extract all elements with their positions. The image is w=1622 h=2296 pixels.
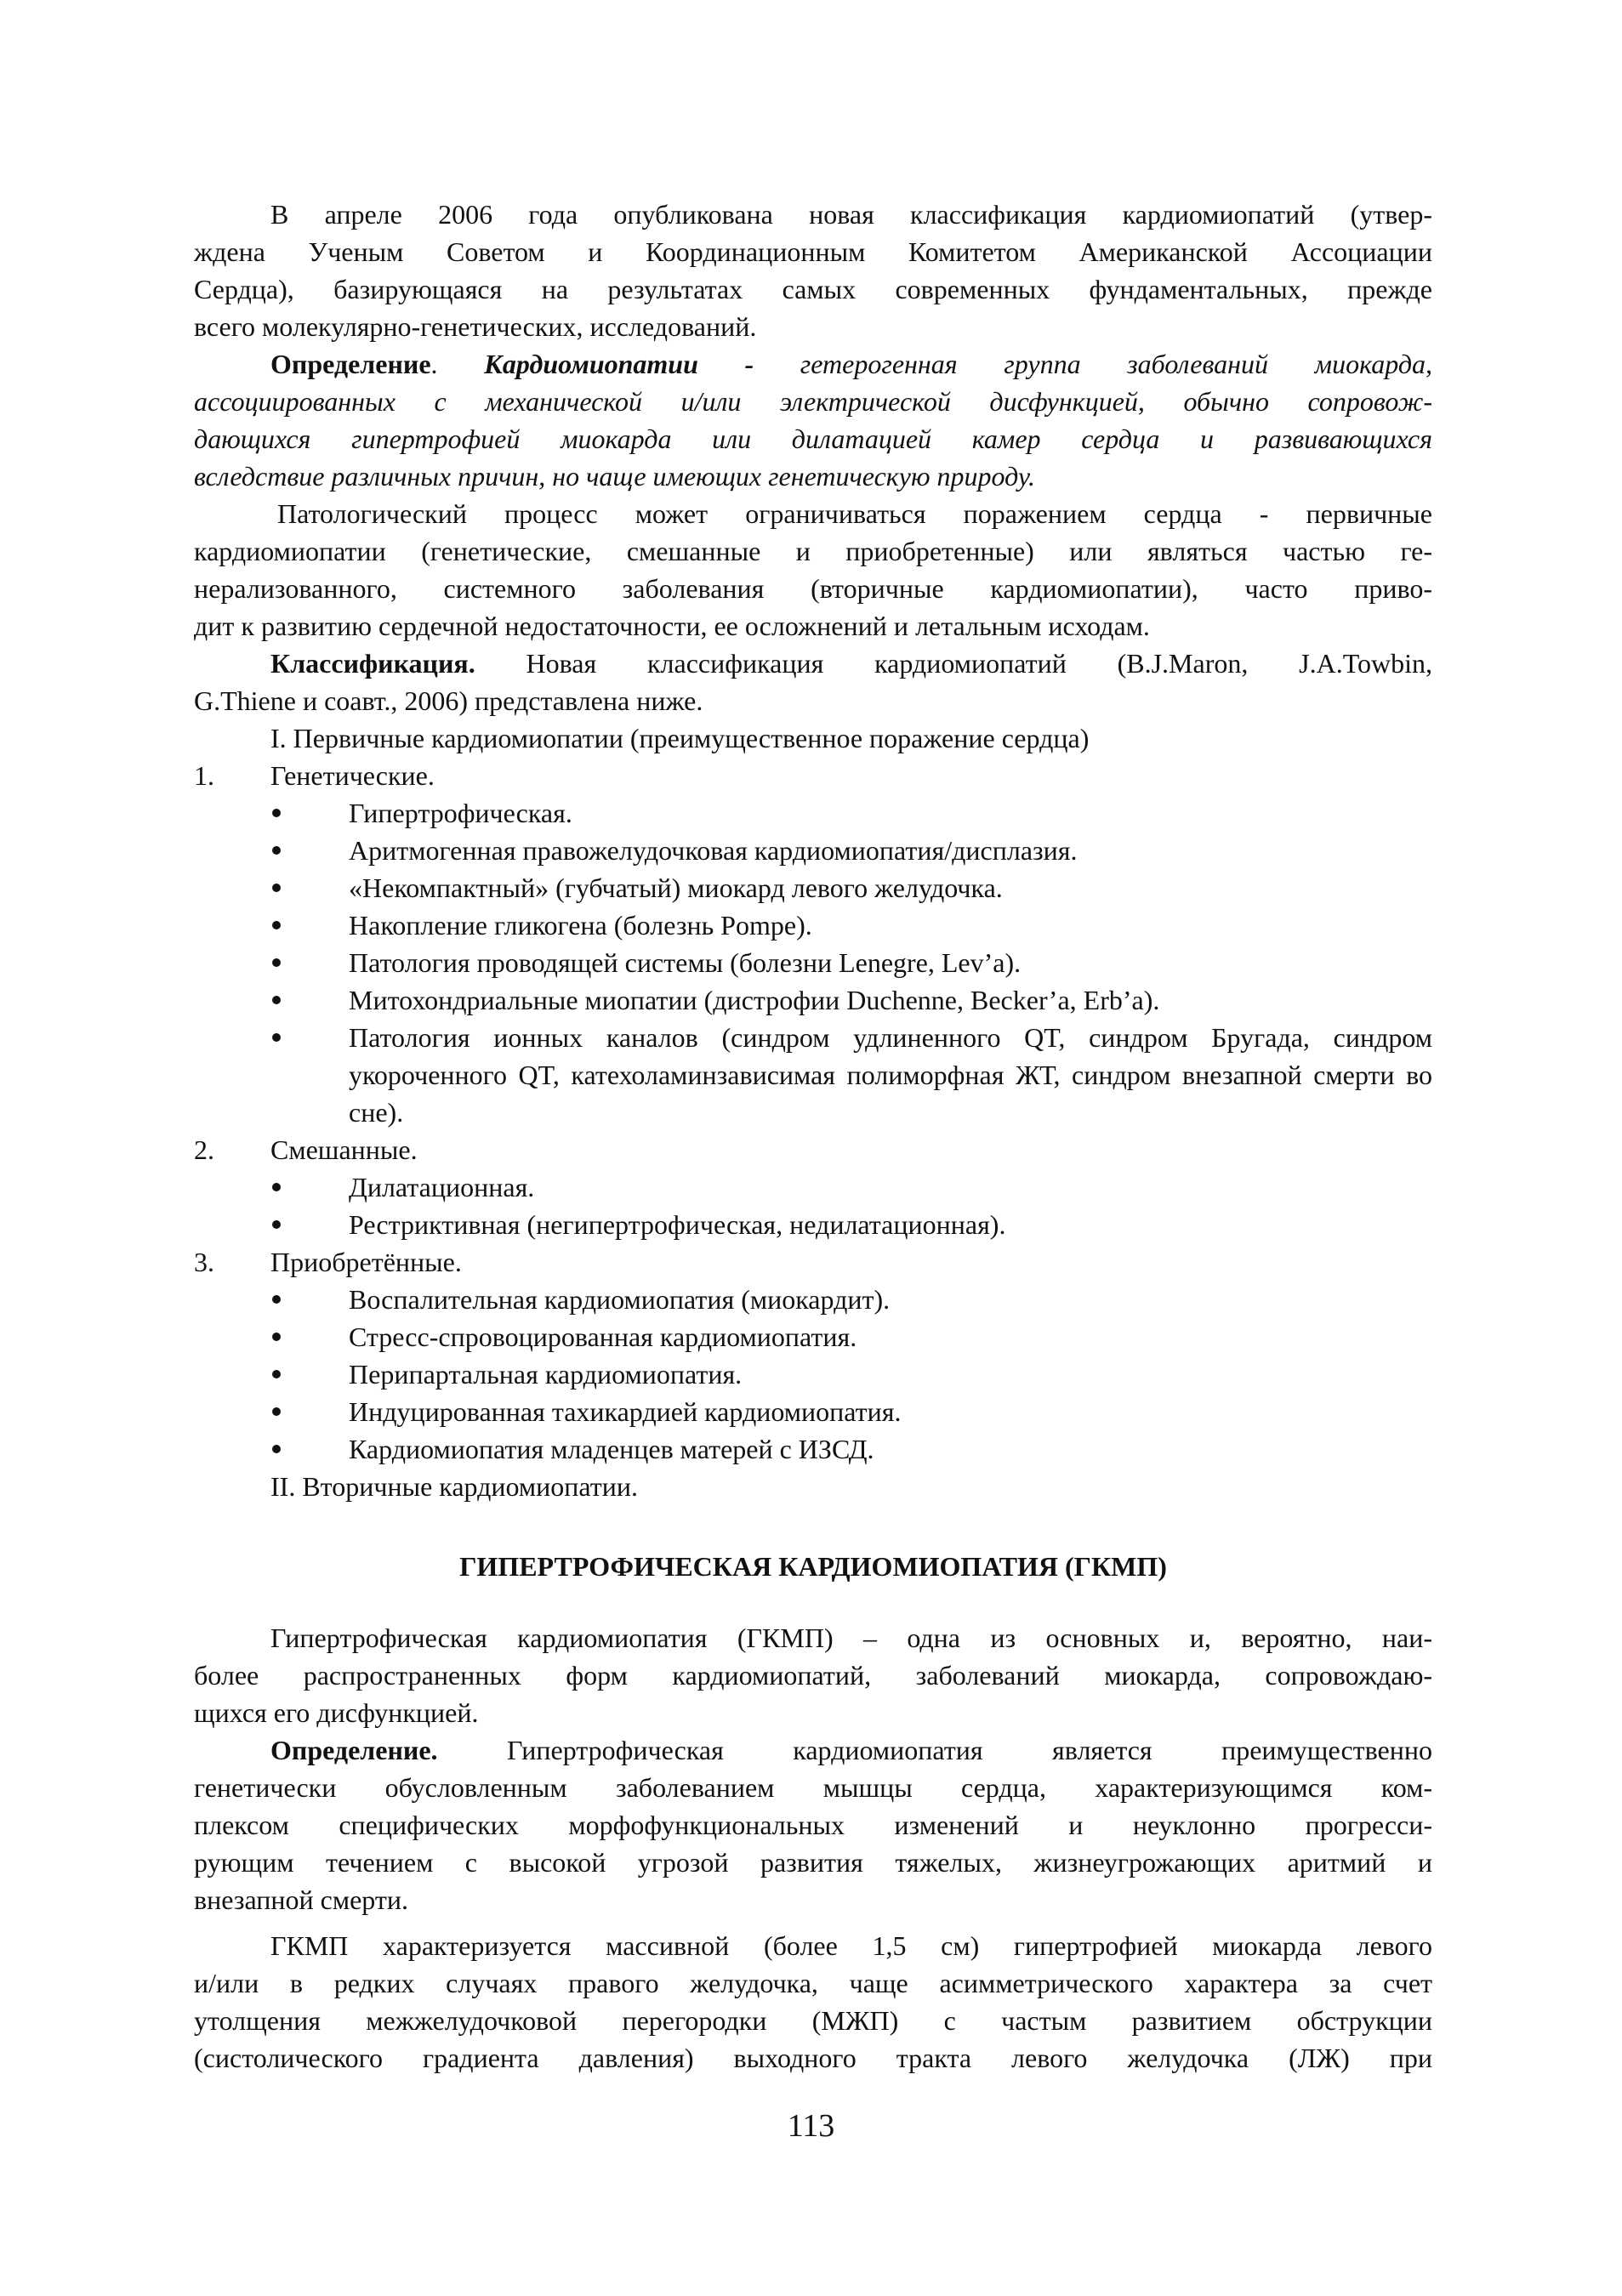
bullet-icon (272, 958, 281, 967)
list-item: Патология проводящей системы (болезни Lenegre, Lev’a). (349, 947, 1022, 978)
list-item: Кардиомиопатия младенцев матерей с ИЗСД. (349, 1434, 874, 1464)
text-line: Сердца), базирующаяся на результатах самых современных фундаментальных, прежде (194, 274, 1432, 304)
text-line: дающихся гипертрофией миокарда или дилатацией камер сердца и развивающихся (194, 423, 1432, 454)
text-line: утолщения межжелудочковой перегородки (МЖП) с частым развитием обструкции (194, 2005, 1432, 2036)
classification-label: Классификация. (270, 648, 475, 679)
bullet-icon (272, 1407, 281, 1416)
punctuation: . (430, 349, 485, 379)
primary-cardiomyopathies-title: I. Первичные кардиомиопатии (преимущественное поражение сердца) (270, 723, 1090, 753)
list-item: Рестриктивная (негипертрофическая, недилатационная). (349, 1209, 1006, 1240)
list-item: Перипартальная кардиомиопатия. (349, 1359, 743, 1390)
list-item: Воспалительная кардиомиопатия (миокардит). (349, 1284, 891, 1315)
bullet-icon (272, 809, 281, 817)
definition-label: Определение. (270, 1735, 438, 1765)
list-item: Дилатационная. (349, 1172, 535, 1202)
bullet-icon (272, 996, 281, 1004)
list-number: 1. (194, 760, 214, 791)
list-item: Аритмогенная правожелудочковая кардиомиопатия/дисплазия. (349, 835, 1078, 866)
text-line: ассоциированных с механической и/или электрической дисфункцией, обычно сопровож- (194, 386, 1432, 417)
list-item: Индуцированная тахикардией кардиомиопатия. (349, 1396, 902, 1427)
classification-text: Новая классификация кардиомиопатий (B.J.Maron, J.A.Towbin, (475, 648, 1432, 679)
list-item: Патология ионных каналов (синдром удлиненного QT, синдром Бругада, синдром укороченного QT, катехоламинзависимая полиморфная ЖТ, синдром внезапной смерти во сне). (349, 1022, 1432, 1128)
bullet-icon (272, 1333, 281, 1341)
text-line: более распространенных форм кардиомиопатий, заболеваний миокарда, сопровождаю- (194, 1660, 1432, 1691)
text-line: дит к развитию сердечной недостаточности, ее осложнений и летальным исходам. (194, 611, 1150, 641)
text-line: нерализованного, системного заболевания (вторичные кардиомиопатии), часто приво- (194, 573, 1432, 604)
list-item: Гипертрофическая. (349, 798, 572, 828)
text-line: внезапной смерти. (194, 1884, 408, 1915)
text-line: рующим течением с высокой угрозой развития тяжелых, жизнеугрожающих аритмий и (194, 1847, 1432, 1878)
list-number: 3. (194, 1247, 214, 1277)
text-line (270, 1731, 1432, 1769)
definition-label: Определение (270, 349, 431, 379)
list-item: Стресс-спровоцированная кардиомиопатия. (349, 1321, 857, 1352)
text-line: В апреле 2006 года опубликована новая классификация кардиомиопатий (утвер- (270, 199, 1432, 230)
text-line: Гипертрофическая кардиомиопатия (ГКМП) – одна из основных и, вероятно, наи- (270, 1623, 1432, 1653)
text-line: G.Thiene и соавт., 2006) представлена ниже. (194, 685, 703, 716)
text-line: вследствие различных причин, но чаще имеющих генетическую природу. (194, 461, 1036, 492)
text-line: всего молекулярно-генетических, исследований. (194, 311, 757, 342)
list-group-title: Смешанные. (270, 1134, 418, 1165)
bullet-icon (272, 884, 281, 892)
list-item: Накопление гликогена (болезнь Pompe). (349, 910, 812, 941)
list-group-title: Приобретённые. (270, 1247, 462, 1277)
text-line: кардиомиопатии (генетические, смешанные и приобретенные) или являться частью ге- (194, 536, 1432, 566)
definition-text: гетерогенная группа заболеваний миокарда, (754, 349, 1433, 379)
bullet-icon (272, 846, 281, 855)
page-number: 113 (787, 2108, 835, 2144)
text-line: плексом специфических морфофункциональных изменений и неуклонно прогресси- (194, 1810, 1432, 1840)
text-line: ГКМП характеризуется массивной (более 1,5 см) гипертрофией миокарда левого (270, 1930, 1432, 1961)
bullet-icon (272, 921, 281, 929)
list-number: 2. (194, 1134, 214, 1165)
text-line (270, 645, 1432, 682)
section-heading: ГИПЕРТРОФИЧЕСКАЯ КАРДИОМИОПАТИЯ (ГКМП) (459, 1551, 1167, 1582)
bullet-icon (272, 1370, 281, 1378)
text-line: щихся его дисфункцией. (194, 1697, 479, 1728)
text-line: Патологический процесс может ограничиваться поражением сердца - первичные (277, 498, 1432, 529)
bullet-icon (272, 1183, 281, 1191)
secondary-cardiomyopathies-title: II. Вторичные кардиомиопатии. (270, 1471, 639, 1502)
list-item: Митохондриальные миопатии (дистрофии Duchenne, Becker’a, Erb’a). (349, 985, 1160, 1015)
list-item: «Некомпактный» (губчатый) миокард левого желудочка. (349, 872, 1003, 903)
definition-term: Кардиомиопатии - (484, 349, 754, 379)
list-group-title: Генетические. (270, 760, 435, 791)
definition-text: Гипертрофическая кардиомиопатия является преимущественно (437, 1735, 1432, 1765)
text-line (270, 345, 1432, 383)
bullet-icon (272, 1445, 281, 1453)
bullet-icon (272, 1220, 281, 1229)
text-line: генетически обусловленным заболеванием мышцы сердца, характеризующимся ком- (194, 1772, 1432, 1803)
bullet-icon (272, 1295, 281, 1304)
text-line: (систолического градиента давления) выходного тракта левого желудочка (ЛЖ) при (194, 2043, 1432, 2073)
text-line: ждена Ученым Советом и Координационным Комитетом Американской Ассоциации (194, 236, 1432, 267)
text-line: и/или в редких случаях правого желудочка, чаще асимметрического характера за счет (194, 1968, 1432, 1998)
bullet-icon (272, 1033, 281, 1042)
